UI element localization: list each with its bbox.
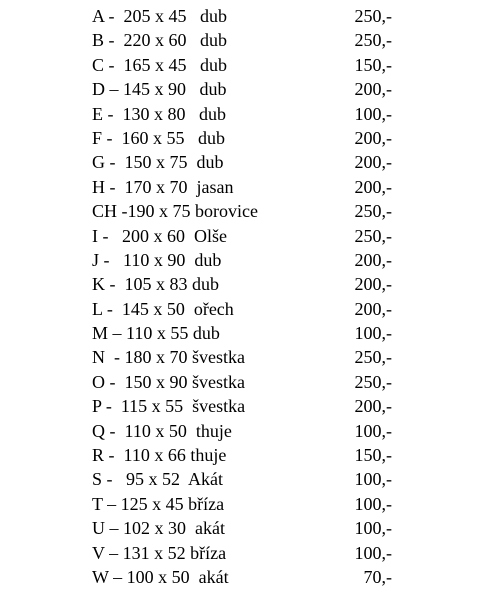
item-price: 100,- [354,420,392,441]
list-item [92,224,392,248]
list-item [92,419,392,443]
list-item [92,516,392,540]
item-description: G - 150 x 75 dub [92,152,224,173]
list-item [92,443,392,467]
item-description: B - 220 x 60 dub [92,30,227,51]
item-description: CH -190 x 75 borovice [92,201,258,222]
list-item [92,492,392,516]
item-price: 100,- [354,493,392,514]
item-price: 100,- [354,542,392,563]
list-item [92,370,392,394]
list-item [92,345,392,369]
list-item [92,297,392,321]
item-description: O - 150 x 90 švestka [92,371,245,392]
item-description: H - 170 x 70 jasan [92,176,234,197]
item-price: 200,- [354,79,392,100]
item-price: 250,- [354,6,392,26]
list-item [92,272,392,296]
item-price: 150,- [354,445,392,466]
list-item [92,126,392,150]
item-description: J - 110 x 90 dub [92,249,222,270]
item-description: V – 131 x 52 bříza [92,542,227,563]
list-item [92,102,392,126]
item-description: W – 100 x 50 akát [92,566,229,587]
list-item [92,565,392,589]
item-price: 100,- [354,469,392,490]
item-description: D – 145 x 90 dub [92,79,227,100]
item-price: 200,- [354,176,392,197]
item-price: 250,- [354,371,392,392]
item-price: 70,- [363,566,392,587]
item-description: M – 110 x 55 dub [92,323,220,344]
item-price: 250,- [354,225,392,246]
item-description: T – 125 x 45 bříza [92,493,225,514]
item-price: 250,- [354,201,392,222]
item-price: 200,- [354,249,392,270]
list-item [92,28,392,52]
item-description: I - 200 x 60 Olše [92,225,227,246]
item-price: 250,- [354,30,392,51]
item-description: Q - 110 x 50 thuje [92,420,232,441]
item-price: 100,- [354,323,392,344]
item-description: R - 110 x 66 thuje [92,445,227,466]
item-description: L - 145 x 50 ořech [92,298,234,319]
item-price: 200,- [354,396,392,417]
list-item [92,150,392,174]
item-price: 200,- [354,152,392,173]
list-item [92,394,392,418]
item-price: 200,- [354,274,392,295]
list-item [92,541,392,565]
item-price: 200,- [354,127,392,148]
list-item [92,199,392,223]
price-list [92,4,392,589]
item-price: 200,- [354,298,392,319]
item-description: E - 130 x 80 dub [92,103,226,124]
item-price: 100,- [354,518,392,539]
list-item [92,175,392,199]
item-description: S - 95 x 52 Akát [92,469,224,490]
item-price: 100,- [354,103,392,124]
list-item [92,77,392,101]
item-description: K - 105 x 83 dub [92,274,219,295]
item-description: C - 165 x 45 dub [92,54,227,75]
item-price: 150,- [354,54,392,75]
list-item [92,248,392,272]
list-item [92,467,392,491]
item-description: F - 160 x 55 dub [92,127,226,148]
list-item [92,321,392,345]
item-description: N - 180 x 70 švestka [92,347,245,368]
item-description: U – 102 x 30 akát [92,518,225,539]
item-description: A - 205 x 45 dub [92,6,227,26]
list-item [92,53,392,77]
item-price: 250,- [354,347,392,368]
list-item [92,4,392,28]
item-description: P - 115 x 55 švestka [92,396,246,417]
